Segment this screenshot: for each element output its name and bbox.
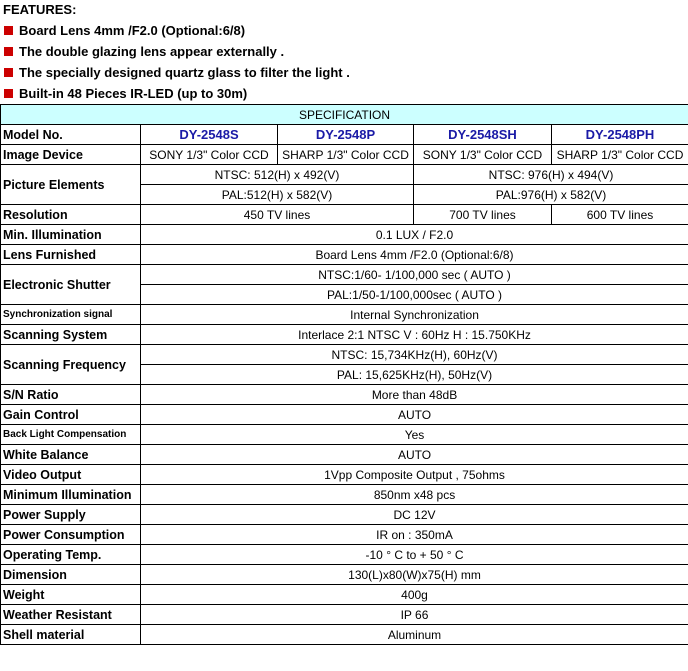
cell-value: NTSC: 512(H) x 492(V) bbox=[141, 165, 414, 185]
feature-text: Built-in 48 Pieces IR-LED (up to 30m) bbox=[19, 86, 248, 101]
feature-text: The specially designed quartz glass to filter the light . bbox=[19, 65, 350, 80]
feature-item bbox=[0, 83, 688, 104]
table-row bbox=[1, 265, 688, 285]
row-label: Model No. bbox=[1, 125, 141, 145]
row-label: Minimum Illumination bbox=[1, 485, 141, 505]
row-label: Min. Illumination bbox=[1, 225, 141, 245]
table-row bbox=[1, 625, 688, 645]
table-row bbox=[1, 205, 688, 225]
feature-text: The double glazing lens appear externally . bbox=[19, 44, 285, 59]
row-label: Video Output bbox=[1, 465, 141, 485]
row-label: Operating Temp. bbox=[1, 545, 141, 565]
row-label: Weather Resistant bbox=[1, 605, 141, 625]
table-row bbox=[1, 585, 688, 605]
cell-value: SHARP 1/3" Color CCD bbox=[278, 145, 414, 165]
table-row bbox=[1, 465, 688, 485]
row-label: Image Device bbox=[1, 145, 141, 165]
row-label: Dimension bbox=[1, 565, 141, 585]
row-label: Scanning System bbox=[1, 325, 141, 345]
table-row bbox=[1, 505, 688, 525]
cell-value: AUTO bbox=[141, 405, 688, 425]
cell-value: PAL: 15,625KHz(H), 50Hz(V) bbox=[141, 365, 688, 385]
table-row bbox=[1, 445, 688, 465]
row-label: S/N Ratio bbox=[1, 385, 141, 405]
cell-value: NTSC: 976(H) x 494(V) bbox=[414, 165, 688, 185]
row-label: Scanning Frequency bbox=[1, 345, 141, 385]
bullet-icon bbox=[4, 68, 13, 77]
row-label: White Balance bbox=[1, 445, 141, 465]
row-label: Resolution bbox=[1, 205, 141, 225]
model-name: DY-2548PH bbox=[552, 125, 688, 145]
cell-value: Aluminum bbox=[141, 625, 688, 645]
cell-value: SONY 1/3" Color CCD bbox=[414, 145, 552, 165]
cell-value: More than 48dB bbox=[141, 385, 688, 405]
row-label: Back Light Compensation bbox=[1, 425, 141, 445]
table-row bbox=[1, 565, 688, 585]
cell-value: 400g bbox=[141, 585, 688, 605]
bullet-icon bbox=[4, 89, 13, 98]
feature-item bbox=[0, 20, 688, 41]
cell-value: Internal Synchronization bbox=[141, 305, 688, 325]
cell-value: 0.1 LUX / F2.0 bbox=[141, 225, 688, 245]
cell-value: IR on : 350mA bbox=[141, 525, 688, 545]
table-row bbox=[1, 125, 688, 145]
table-row bbox=[1, 305, 688, 325]
table-row bbox=[1, 545, 688, 565]
cell-value: 450 TV lines bbox=[141, 205, 414, 225]
cell-value: AUTO bbox=[141, 445, 688, 465]
table-row bbox=[1, 225, 688, 245]
cell-value: IP 66 bbox=[141, 605, 688, 625]
row-label: Weight bbox=[1, 585, 141, 605]
row-label: Picture Elements bbox=[1, 165, 141, 205]
cell-value: 850nm x48 pcs bbox=[141, 485, 688, 505]
table-row bbox=[1, 525, 688, 545]
spec-title: SPECIFICATION bbox=[1, 105, 688, 125]
cell-value: Yes bbox=[141, 425, 688, 445]
model-name: DY-2548P bbox=[278, 125, 414, 145]
cell-value: 700 TV lines bbox=[414, 205, 552, 225]
feature-item bbox=[0, 62, 688, 83]
table-row bbox=[1, 605, 688, 625]
table-row bbox=[1, 145, 688, 165]
row-label: Synchronization signal bbox=[1, 305, 141, 325]
cell-value: Interlace 2:1 NTSC V : 60Hz H : 15.750KHz bbox=[141, 325, 688, 345]
cell-value: Board Lens 4mm /F2.0 (Optional:6/8) bbox=[141, 245, 688, 265]
row-label: Electronic Shutter bbox=[1, 265, 141, 305]
cell-value: NTSC: 15,734KHz(H), 60Hz(V) bbox=[141, 345, 688, 365]
table-row bbox=[1, 165, 688, 185]
cell-value: SONY 1/3" Color CCD bbox=[141, 145, 278, 165]
row-label: Power Consumption bbox=[1, 525, 141, 545]
model-name: DY-2548S bbox=[141, 125, 278, 145]
row-label: Power Supply bbox=[1, 505, 141, 525]
cell-value: 130(L)x80(W)x75(H) mm bbox=[141, 565, 688, 585]
table-row bbox=[1, 385, 688, 405]
cell-value: SHARP 1/3" Color CCD bbox=[552, 145, 688, 165]
cell-value: 600 TV lines bbox=[552, 205, 688, 225]
features-title: FEATURES: bbox=[3, 2, 77, 17]
table-row bbox=[1, 345, 688, 365]
table-row bbox=[1, 485, 688, 505]
cell-value: -10 ° C to + 50 ° C bbox=[141, 545, 688, 565]
model-name: DY-2548SH bbox=[414, 125, 552, 145]
spec-title-row bbox=[1, 105, 688, 125]
row-label: Gain Control bbox=[1, 405, 141, 425]
table-row bbox=[1, 405, 688, 425]
row-label: Lens Furnished bbox=[1, 245, 141, 265]
feature-item bbox=[0, 41, 688, 62]
cell-value: NTSC:1/60- 1/100,000 sec ( AUTO ) bbox=[141, 265, 688, 285]
features-section bbox=[0, 0, 688, 104]
spec-table bbox=[0, 104, 688, 645]
cell-value: DC 12V bbox=[141, 505, 688, 525]
table-row bbox=[1, 425, 688, 445]
table-row bbox=[1, 245, 688, 265]
table-row bbox=[1, 325, 688, 345]
cell-value: PAL:512(H) x 582(V) bbox=[141, 185, 414, 205]
cell-value: PAL:976(H) x 582(V) bbox=[414, 185, 688, 205]
bullet-icon bbox=[4, 47, 13, 56]
bullet-icon bbox=[4, 26, 13, 35]
row-label: Shell material bbox=[1, 625, 141, 645]
cell-value: PAL:1/50-1/100,000sec ( AUTO ) bbox=[141, 285, 688, 305]
feature-text: Board Lens 4mm /F2.0 (Optional:6/8) bbox=[19, 23, 246, 38]
cell-value: 1Vpp Composite Output , 75ohms bbox=[141, 465, 688, 485]
